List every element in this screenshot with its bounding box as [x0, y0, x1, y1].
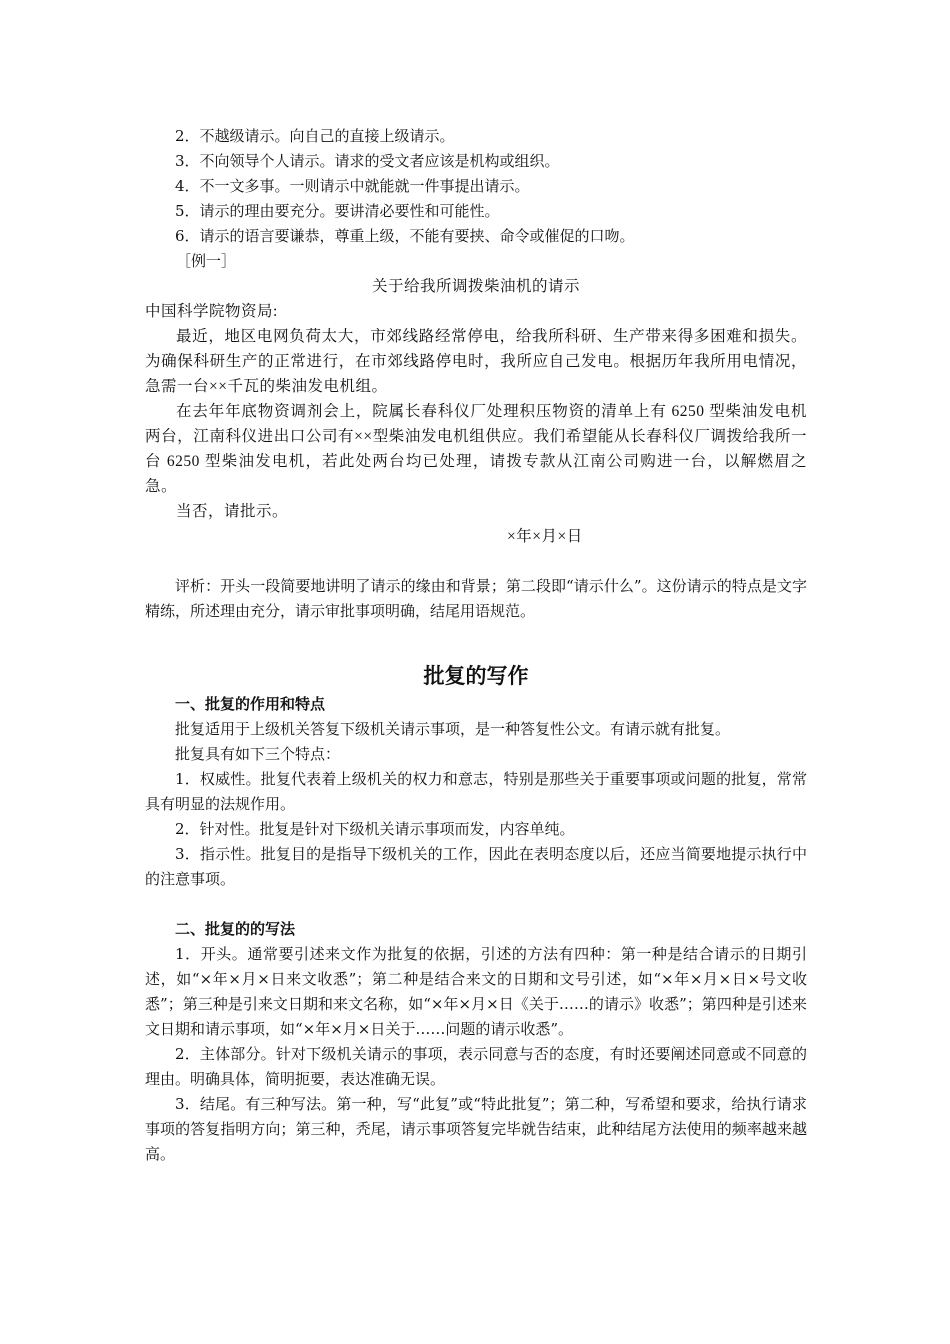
- rule-item: 2．不越级请示。向自己的直接上级请示。: [175, 127, 455, 145]
- example-date: ×年×月×日: [507, 528, 583, 545]
- example-document: [145, 274, 807, 549]
- body-paragraph: 批复具有如下三个特点：: [175, 745, 341, 763]
- rule-item: 6．请示的语言要谦恭，尊重上级，不能有要挟、命令或催促的口吻。: [175, 227, 635, 245]
- spacer: [145, 624, 807, 662]
- body-paragraph: 3．结尾。有三种写法。第一种，写“此复”或“特此批复”；第二种，写希望和要求，给执行请求事项的答复指明方向；第三种，秃尾，请示事项答复完毕就告结束，此种结尾方法使用的频率越来越高。: [145, 1095, 807, 1163]
- section-title: 批复的写作: [423, 665, 529, 688]
- body-paragraph: 1．开头。通常要引述来文作为批复的依据，引述的方法有四种：第一种是结合请示的日期引述，如“×年×月×日来文收悉”；第二种是结合来文的日期和文号引述，如“×年×月×日×号文收悉”；第三种是引来文日期和来文名称，如“×年×月×日《关于……的请示》收悉”；第四种是引述来文日期和请示事项，如“×年×月×日关于……问题的请示收悉”。: [145, 945, 807, 1038]
- example-paragraph: 最近，地区电网负荷太大，市郊线路经常停电，给我所科研、生产带来得多困难和损失。为确保科研生产的正常进行，在市郊线路停电时，我所应自己发电。根据历年我所用电情况，急需一台××千瓦的柴油发电机组。: [145, 328, 807, 395]
- spacer: [145, 892, 807, 917]
- example-title: 关于给我所调拨柴油机的请示: [371, 278, 580, 295]
- example-comment: 评析：开头一段简要地讲明了请示的缘由和背景；第二段即“请示什么”。这份请示的特点是文字精练，所述理由充分，请示审批事项明确，结尾用语规范。: [145, 577, 807, 620]
- request-rules-list: [145, 124, 807, 249]
- example-label: ［例一］: [176, 252, 237, 270]
- rule-item: 5．请示的理由要充分。要讲清必要性和可能性。: [175, 202, 500, 220]
- part-heading: 一、批复的作用和特点: [175, 696, 326, 713]
- example-paragraph: 在去年年底物资调剂会上，院属长春科仪厂处理积压物资的清单上有 6250 型柴油发电机两台，江南科仪进出口公司有××型柴油发电机组供应。我们希望能从长春科仪厂调拨给我所一台 6250 型柴油发电机，若此处两台均已处理，请拨专款从江南公司购进一台，以解燃眉之急。: [145, 403, 807, 495]
- section-part-1: [145, 692, 807, 892]
- body-paragraph: 3．指示性。批复目的是指导下级机关的工作，因此在表明态度以后，还应当简要地提示执行中的注意事项。: [145, 845, 807, 888]
- section-part-2: [145, 917, 807, 1167]
- document-page: [145, 124, 807, 1167]
- spacer: [145, 549, 807, 574]
- body-paragraph: 2．主体部分。针对下级机关请示的事项，表示同意与否的态度，有时还要阐述同意或不同意的理由。明确具体，简明扼要，表达准确无误。: [145, 1045, 807, 1088]
- rule-item: 3．不向领导个人请示。请求的受文者应该是机构或组织。: [175, 152, 560, 170]
- body-paragraph: 批复适用于上级机关答复下级机关请示事项，是一种答复性公文。有请示就有批复。: [175, 720, 731, 738]
- body-paragraph: 2．针对性。批复是针对下级机关请示事项而发，内容单纯。: [175, 820, 575, 838]
- example-addressee: 中国科学院物资局:: [145, 303, 278, 320]
- part-heading: 二、批复的的写法: [175, 921, 296, 938]
- example-paragraph: 当否，请批示。: [176, 503, 289, 520]
- body-paragraph: 1．权威性。批复代表着上级机关的权力和意志，特别是那些关于重要事项或问题的批复，常常具有明显的法规作用。: [145, 770, 807, 813]
- rule-item: 4．不一文多事。一则请示中就能就一件事提出请示。: [175, 177, 530, 195]
